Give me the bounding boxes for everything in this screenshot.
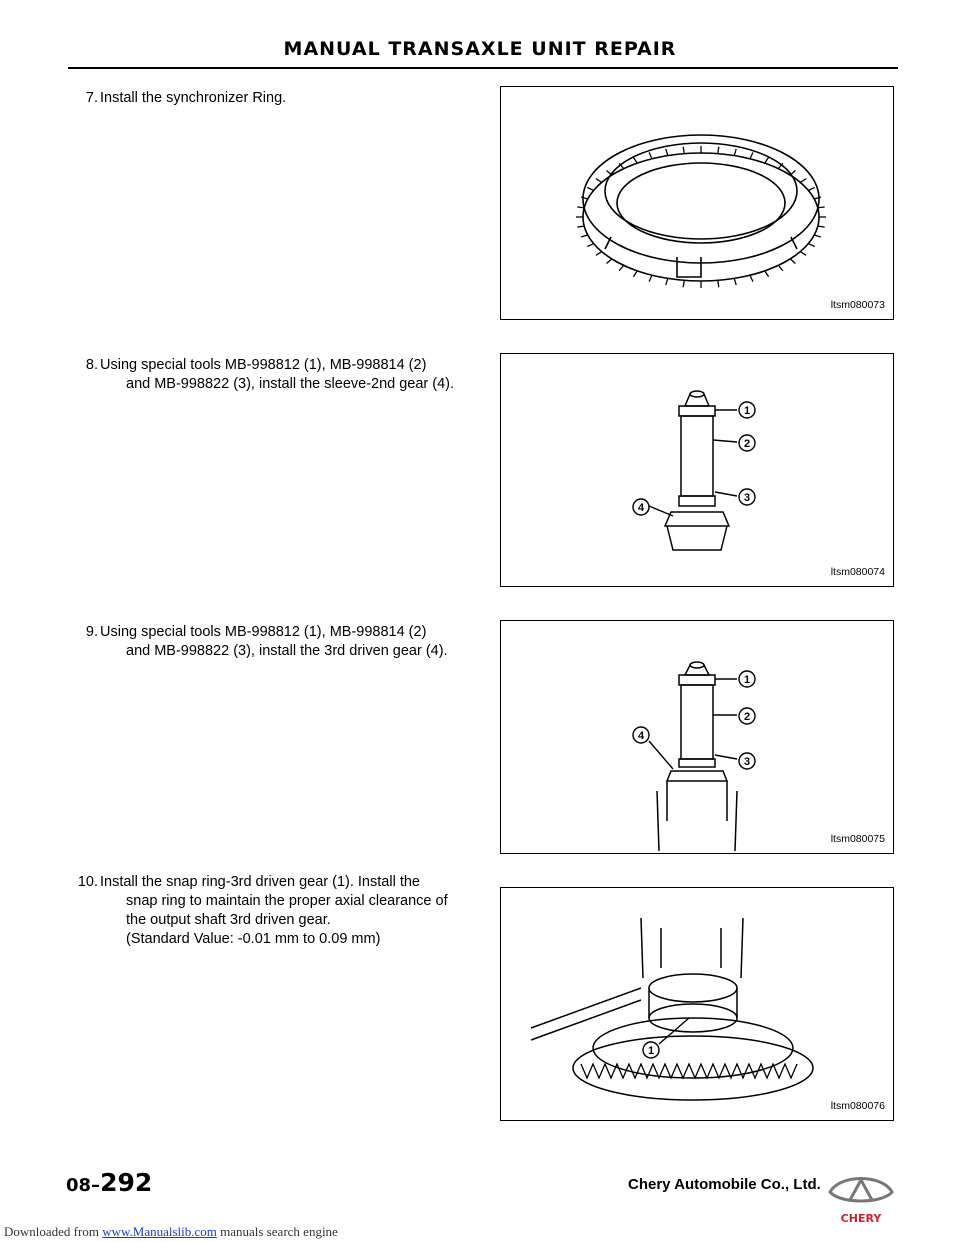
step-number: 10. (77, 874, 98, 890)
callout-2: 2 (743, 438, 751, 450)
chery-logo (826, 1170, 896, 1226)
header-rule (68, 67, 898, 69)
download-prefix: Downloaded from (4, 1224, 103, 1239)
step-8 (68, 356, 464, 394)
figure-sleeve-2nd-gear (500, 353, 894, 587)
step-line: and MB-998822 (3), install the 3rd driven gear (4). (126, 643, 448, 659)
figure-code: ltsm080076 (830, 1100, 885, 1112)
step-line: (Standard Value: -0.01 mm to 0.09 mm) (126, 931, 381, 947)
driven-gear-tool-illustration (501, 621, 895, 855)
page-prefix: 08– (66, 1175, 101, 1196)
snap-ring-illustration (501, 888, 895, 1122)
page-number (66, 1168, 152, 1197)
callout-4: 4 (637, 730, 645, 742)
download-notice (4, 1224, 338, 1240)
logo-text: CHERY (840, 1212, 882, 1225)
step-line: Install the snap ring-3rd driven gear (1). Install the (100, 874, 420, 890)
figure-code: ltsm080074 (830, 566, 885, 578)
page-header-title: MANUAL TRANSAXLE UNIT REPAIR (283, 38, 677, 60)
step-9 (68, 623, 464, 661)
synchronizer-ring-illustration (501, 87, 895, 321)
manualslib-link[interactable]: www.Manualslib.com (102, 1224, 217, 1239)
step-line: Install the synchronizer Ring. (100, 90, 287, 106)
step-7 (68, 89, 464, 108)
callout-3: 3 (743, 492, 751, 504)
step-number: 8. (85, 357, 98, 373)
figure-code: ltsm080075 (830, 833, 885, 845)
sleeve-tool-illustration (501, 354, 895, 588)
step-line: the output shaft 3rd driven gear. (126, 912, 331, 928)
step-number: 7. (85, 90, 98, 106)
callout-3: 3 (743, 756, 751, 768)
figure-3rd-driven-gear (500, 620, 894, 854)
step-line: Using special tools MB-998812 (1), MB-998814 (2) (100, 624, 427, 640)
figure-code: ltsm080073 (830, 299, 885, 311)
step-10 (68, 873, 464, 949)
callout-1: 1 (743, 674, 751, 686)
download-suffix: manuals search engine (216, 1224, 338, 1239)
step-text (100, 873, 464, 949)
step-text (100, 89, 464, 108)
callout-1: 1 (647, 1045, 655, 1057)
company-name: Chery Automobile Co., Ltd. (628, 1176, 821, 1193)
callout-4: 4 (637, 502, 645, 514)
callout-2: 2 (743, 711, 751, 723)
figure-synchronizer-ring (500, 86, 894, 320)
step-text (100, 623, 464, 661)
step-line: snap ring to maintain the proper axial clearance of (126, 893, 448, 909)
figure-snap-ring (500, 887, 894, 1121)
step-line: Using special tools MB-998812 (1), MB-998814 (2) (100, 357, 427, 373)
step-text (100, 356, 464, 394)
callout-1: 1 (743, 405, 751, 417)
step-line: and MB-998822 (3), install the sleeve-2nd gear (4). (126, 376, 455, 392)
page-number-value: 292 (100, 1168, 153, 1197)
step-number: 9. (85, 624, 98, 640)
